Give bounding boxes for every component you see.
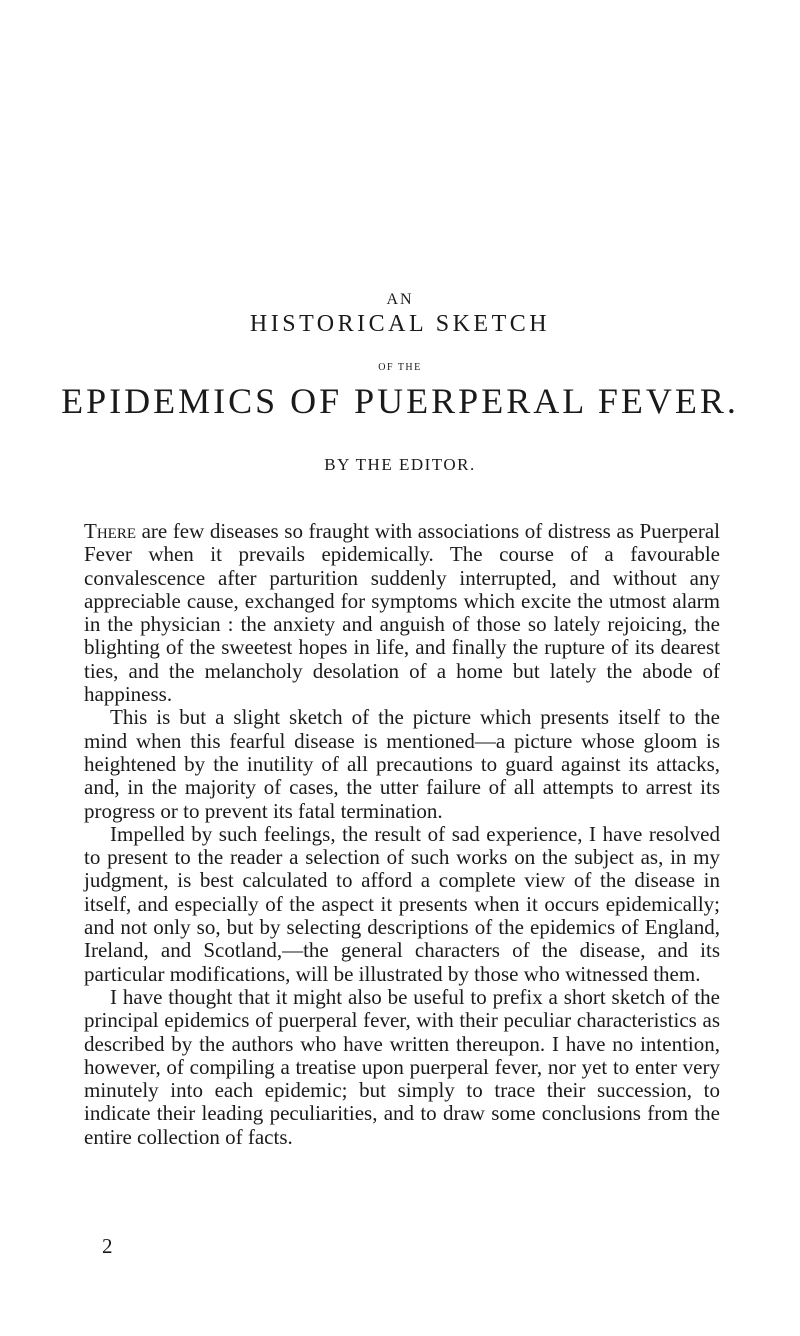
heading-of-the: OF THE xyxy=(378,362,422,373)
paragraph-1-text: are few diseases so fraught with associations of distress as Puerperal Fever when it prevails epidemically. The course of a favourable convalescence after parturition suddenly interrupted, and without any appreciable cause, exchanged for symptoms which excite the utmost alarm in the physician : the anxiety and anguish of those so lately rejoicing, the blighting of the sweetest hopes in life, and finally the rupture of its dearest ties, and the melancholy desolation of a home but lately the abode of happiness. xyxy=(84,519,720,707)
paragraph-3: Impelled by such feelings, the result of sad experience, I have resolved to present to the reader a selection of such works on the subject as, in my judgment, is best calculated to afford a complete view of the disease in itself, and especially of the aspect it presents when it occurs epidemically; and not only so, but by selecting descriptions of the epidemics of England, Ireland, and Scotland,—the general characters of the disease, and its particular modifications, will be illustrated by those who witnessed them. xyxy=(84,821,720,986)
body-text xyxy=(84,520,720,1149)
heading-an: AN xyxy=(386,291,414,308)
heading-historical-sketch: HISTORICAL SKETCH xyxy=(249,311,551,337)
paragraph-4: I have thought that it might also be useful to prefix a short sketch of the principal epidemics of puerperal fever, with their peculiar characteristics as described by the authors who have written thereupon. I have no intention, however, of compiling a treatise upon puerperal fever, nor yet to enter very minutely into each epidemic; but simply to trace their succession, to indicate their leading peculiarities, and to draw some conclusions from the entire collection of facts. xyxy=(84,984,720,1149)
paragraph-1-lead: There xyxy=(84,519,136,543)
byline: BY THE EDITOR. xyxy=(324,455,476,474)
paragraph-1 xyxy=(84,520,720,706)
paragraph-2: This is but a slight sketch of the picture which presents itself to the mind when this fearful disease is mentioned—a picture whose gloom is heightened by the inutility of all precautions to guard against its attacks, and, in the majority of cases, the utter failure of all attempts to arrest its progress or to prevent its fatal termination. xyxy=(84,705,720,823)
main-title: EPIDEMICS OF PUERPERAL FEVER. xyxy=(61,381,739,421)
signature-mark: 2 xyxy=(102,1234,113,1258)
